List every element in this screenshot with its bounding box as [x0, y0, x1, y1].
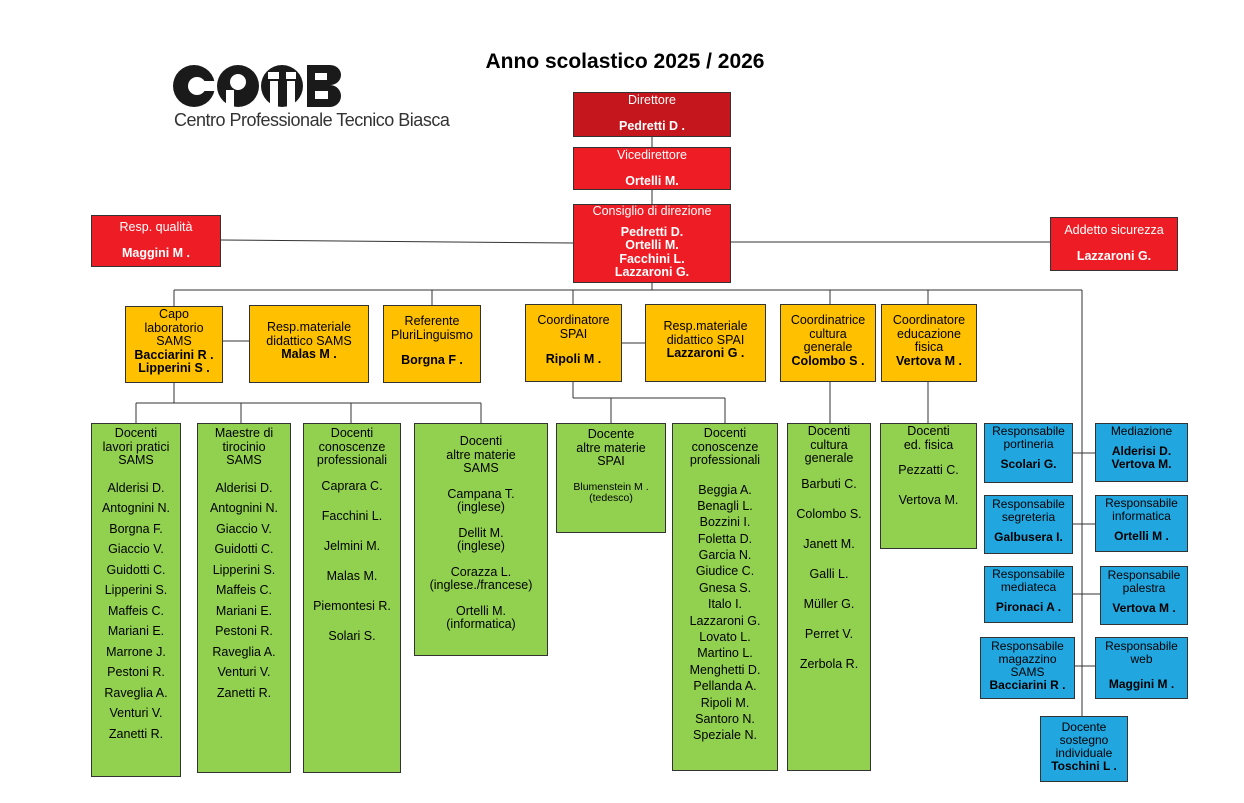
role-line: SPAI: [559, 326, 588, 341]
group-title: conoscenze: [318, 439, 386, 454]
list-item: Speziale N.: [693, 728, 757, 743]
list-item: Bozzini I.: [699, 515, 751, 530]
list-item: Jelmini M.: [323, 538, 381, 553]
entry-list: [557, 482, 665, 505]
group-title: altre materie: [446, 447, 516, 462]
list-item-subject: (inglese): [457, 500, 505, 514]
resp-informatica-box: [1095, 495, 1188, 552]
list-item: Perret V.: [804, 626, 854, 641]
role-line: Mediazione: [1110, 424, 1173, 438]
list-item: Antognini N.: [209, 501, 279, 515]
list-item: Lipperini S.: [212, 562, 276, 577]
group-title: ed. fisica: [903, 437, 954, 452]
person-name: Pedretti D .: [619, 118, 685, 133]
page-title: Anno scolastico 2025 / 2026: [485, 50, 765, 73]
list-item: Raveglia A.: [104, 685, 168, 700]
direttore-box: [573, 92, 731, 137]
role-line: Responsabile: [992, 567, 1065, 581]
group-title: SAMS: [463, 461, 499, 475]
person-name: Ortelli M .: [1114, 528, 1169, 543]
docenti-cultura-generale-box: [787, 423, 871, 771]
resp-web-box: [1095, 637, 1188, 699]
docente-altre-materie-spai-box: [556, 423, 666, 533]
role-line: sostegno: [1059, 732, 1109, 747]
logo-text: Centro Professionale Tecnico Biasca: [174, 110, 450, 130]
group-title: professionali: [689, 453, 761, 467]
list-item: Facchini L.: [321, 508, 383, 523]
role-line: Docente: [1061, 720, 1107, 734]
list-item: Piemontesi R.: [313, 598, 391, 613]
list-item: Corazza L.: [450, 564, 512, 579]
role-label: Vicedirettore: [617, 148, 687, 162]
capo-laboratorio-box: [125, 306, 223, 383]
cptb-logo-mark: [172, 62, 352, 110]
role-line: didattico SAMS: [266, 333, 352, 348]
list-item: Malas M.: [326, 568, 378, 583]
role-line: fisica: [914, 340, 944, 354]
role-line: Responsabile: [992, 497, 1065, 511]
group-title: Maestre di: [214, 426, 274, 440]
list-item: Benagli L.: [697, 498, 753, 513]
resp-portineria-box: [984, 423, 1073, 483]
list-item: Antognini N.: [101, 501, 171, 515]
list-item: Marrone J.: [106, 644, 166, 659]
group-title: generale: [804, 451, 854, 465]
role-line: SAMS: [156, 334, 192, 348]
list-item: Solari S.: [328, 628, 376, 643]
person-name: Vertova M.: [1111, 456, 1172, 471]
person-name: Ortelli M.: [625, 238, 679, 252]
list-item: Pellanda A.: [693, 679, 757, 694]
list-item: Lovato L.: [699, 630, 751, 645]
person-name: Borgna F .: [401, 353, 463, 367]
docenti-conoscenze-sams-box: [303, 423, 401, 773]
person-name: Alderisi D.: [1111, 443, 1172, 458]
entry-list: [415, 488, 547, 632]
role-line: Responsabile: [991, 639, 1064, 653]
list-item: Italo I.: [707, 597, 743, 612]
resp-magazzino-box: [980, 637, 1075, 699]
role-line: cultura: [809, 326, 847, 341]
vicedirettore-box: [573, 147, 731, 190]
role-line: palestra: [1122, 580, 1166, 595]
list-item: Ortelli M.: [456, 603, 506, 618]
role-line: mediateca: [1000, 579, 1057, 594]
person-name: Lazzaroni G.: [1076, 248, 1152, 263]
person-name: Ortelli M.: [625, 173, 679, 188]
role-line: Responsabile: [1105, 496, 1178, 510]
person-name: Lipperini S .: [138, 361, 210, 375]
person-name: Ripoli M .: [545, 352, 602, 366]
person-name: Facchini L.: [619, 251, 685, 266]
list-item: Barbuti C.: [801, 476, 857, 491]
group-title: Docenti: [807, 424, 851, 438]
role-line: Referente: [404, 314, 460, 328]
coordinatore-spai-box: [525, 304, 622, 382]
group-title: tirocinio: [222, 439, 266, 454]
mediazione-box: [1095, 423, 1188, 482]
role-line: PluriLinguismo: [391, 327, 473, 342]
list-item-subject: (inglese./francese): [429, 578, 533, 592]
resp-qualita-box: [91, 215, 221, 267]
list-item: Venturi V.: [109, 706, 163, 720]
role-line: magazzino: [998, 651, 1057, 666]
list-item: Menghetti D.: [689, 662, 761, 677]
group-title: professionali: [316, 453, 388, 467]
list-item: Lipperini S.: [104, 583, 168, 597]
list-item: Caprara C.: [321, 478, 383, 493]
list-item: Pestoni R.: [215, 624, 273, 638]
group-title: Docenti: [114, 426, 158, 440]
list-item: Zanetti R.: [216, 685, 272, 700]
role-label: Direttore: [628, 93, 676, 107]
person-name: Colombo S .: [791, 353, 865, 368]
group-title: Docenti: [330, 426, 374, 440]
list-item: Giaccio V.: [216, 521, 272, 536]
list-item-subject: (tedesco): [589, 491, 633, 504]
list-item: Campana T.: [447, 486, 515, 501]
role-line: Coordinatore: [537, 313, 610, 327]
list-item: Foletta D.: [697, 531, 753, 546]
person-name: Lazzaroni G.: [614, 265, 690, 279]
list-item: Martino L.: [697, 646, 753, 661]
role-label: Resp. qualità: [119, 220, 193, 234]
role-line: Coordinatrice: [790, 313, 866, 327]
list-item: Beggia A.: [698, 482, 752, 497]
group-title: Docenti: [703, 426, 747, 440]
role-line: Capo: [159, 307, 189, 321]
group-title: cultura: [810, 437, 848, 452]
group-title: Docenti: [907, 424, 950, 438]
name-list: [92, 482, 180, 749]
role-label: Addetto sicurezza: [1064, 223, 1164, 237]
cptb-logo: [172, 62, 462, 134]
group-title: Docente: [587, 427, 635, 441]
resp-palestra-box: [1100, 566, 1188, 625]
list-item: Alderisi D.: [107, 480, 165, 495]
person-name: Bacciarini R .: [989, 677, 1066, 692]
role-line: Resp.materiale: [266, 320, 352, 334]
role-line: portineria: [1003, 436, 1054, 451]
list-item: Alderisi D.: [215, 480, 273, 495]
list-item: Mariani E.: [215, 603, 273, 618]
list-item: Maffeis C.: [215, 583, 273, 597]
list-item: Borgna F.: [109, 521, 163, 536]
docenti-educazione-fisica-box: [880, 423, 977, 549]
coordinatore-educazione-box: [881, 304, 977, 382]
list-item: Raveglia A.: [212, 644, 276, 659]
group-title: lavori pratici: [102, 439, 170, 454]
group-title: altre materie: [576, 440, 646, 455]
group-title: SAMS: [226, 453, 262, 467]
person-name: Toschini L .: [1051, 758, 1117, 773]
list-item: Pestoni R.: [107, 665, 165, 679]
docente-sostegno-box: [1040, 716, 1128, 782]
list-item: Giudice C.: [695, 564, 755, 579]
person-name: Lazzaroni G .: [666, 346, 745, 360]
docenti-conoscenze-spai-box: [672, 423, 778, 771]
list-item: Santoro N.: [695, 711, 755, 726]
list-item: Garcia N.: [698, 548, 752, 563]
list-item: Ripoli M.: [700, 695, 750, 710]
name-list: [881, 464, 976, 524]
person-name: Pironaci A .: [995, 599, 1062, 614]
list-item: Pezzatti C.: [898, 463, 959, 477]
list-item: Dellit M.: [458, 525, 504, 540]
role-line: web: [1130, 651, 1153, 666]
list-item: Zerbola R.: [799, 656, 859, 671]
role-line: didattico SPAI: [666, 332, 745, 347]
resp-materiale-sams-box: [249, 305, 369, 383]
list-item: Janett M.: [803, 536, 855, 551]
resp-segreteria-box: [984, 495, 1073, 554]
role-line: generale: [803, 340, 853, 354]
role-label: Consiglio di direzione: [592, 204, 712, 218]
role-line: Responsabile: [1107, 568, 1181, 582]
name-list: [788, 478, 870, 688]
role-line: educazione: [897, 326, 961, 341]
docenti-lavori-pratici-box: [91, 423, 181, 777]
list-item: Zanetti R.: [108, 726, 164, 741]
name-list: [673, 484, 777, 746]
role-line: individuale: [1055, 745, 1113, 760]
list-item: Guidotti C.: [106, 562, 166, 577]
person-name: Scolari G.: [1000, 456, 1057, 471]
person-name: Malas M .: [281, 347, 337, 361]
consiglio-direzione-box: [573, 204, 731, 283]
list-item: Müller G.: [803, 596, 855, 611]
role-line: informatica: [1112, 508, 1171, 523]
list-item: Gnesa S.: [698, 580, 752, 595]
coordinatrice-cultura-box: [780, 304, 876, 382]
name-list: [304, 480, 400, 660]
list-item: Giaccio V.: [108, 542, 164, 556]
list-item: Venturi V.: [217, 665, 271, 679]
person-name: Maggini M .: [121, 245, 191, 260]
list-item: Lazzaroni G.: [689, 613, 761, 628]
list-item-subject: (inglese): [457, 539, 505, 553]
role-line: Resp.materiale: [663, 319, 748, 333]
docenti-altre-materie-sams-box: [414, 423, 548, 656]
role-line: Responsabile: [1105, 639, 1178, 653]
list-item: Mariani E.: [107, 624, 165, 638]
list-item: Maffeis C.: [107, 603, 165, 618]
person-name: Vertova M .: [1112, 600, 1176, 615]
group-title: SPAI: [597, 454, 625, 468]
list-item: Guidotti C.: [214, 542, 274, 556]
person-name: Vertova M .: [896, 353, 962, 368]
maestre-tirocinio-box: [197, 423, 291, 773]
list-item-subject: (informatica): [446, 617, 516, 631]
list-item: Colombo S.: [796, 506, 862, 521]
person-name: Pedretti D.: [620, 224, 684, 239]
resp-mediateca-box: [984, 566, 1073, 623]
role-line: Coordinatore: [892, 313, 966, 327]
resp-materiale-spai-box: [645, 304, 766, 382]
role-line: Responsabile: [992, 424, 1065, 438]
role-line: SAMS: [1010, 664, 1045, 679]
person-name: Maggini M .: [1108, 676, 1175, 691]
role-line: segreteria: [1001, 509, 1056, 524]
role-line: laboratorio: [144, 320, 204, 335]
referente-plurilinguismo-box: [383, 305, 481, 383]
group-title: SAMS: [118, 453, 154, 467]
addetto-sicurezza-box: [1050, 217, 1178, 271]
name-list: [198, 482, 290, 708]
list-item: Vertova M.: [898, 493, 959, 507]
group-title: conoscenze: [691, 439, 759, 454]
list-item: Galli L.: [809, 566, 849, 581]
person-name: Bacciarini R .: [134, 347, 214, 362]
person-name: Galbusera I.: [994, 529, 1063, 544]
list-item: Blumenstein M .: [573, 480, 649, 493]
group-title: Docenti: [459, 434, 503, 448]
